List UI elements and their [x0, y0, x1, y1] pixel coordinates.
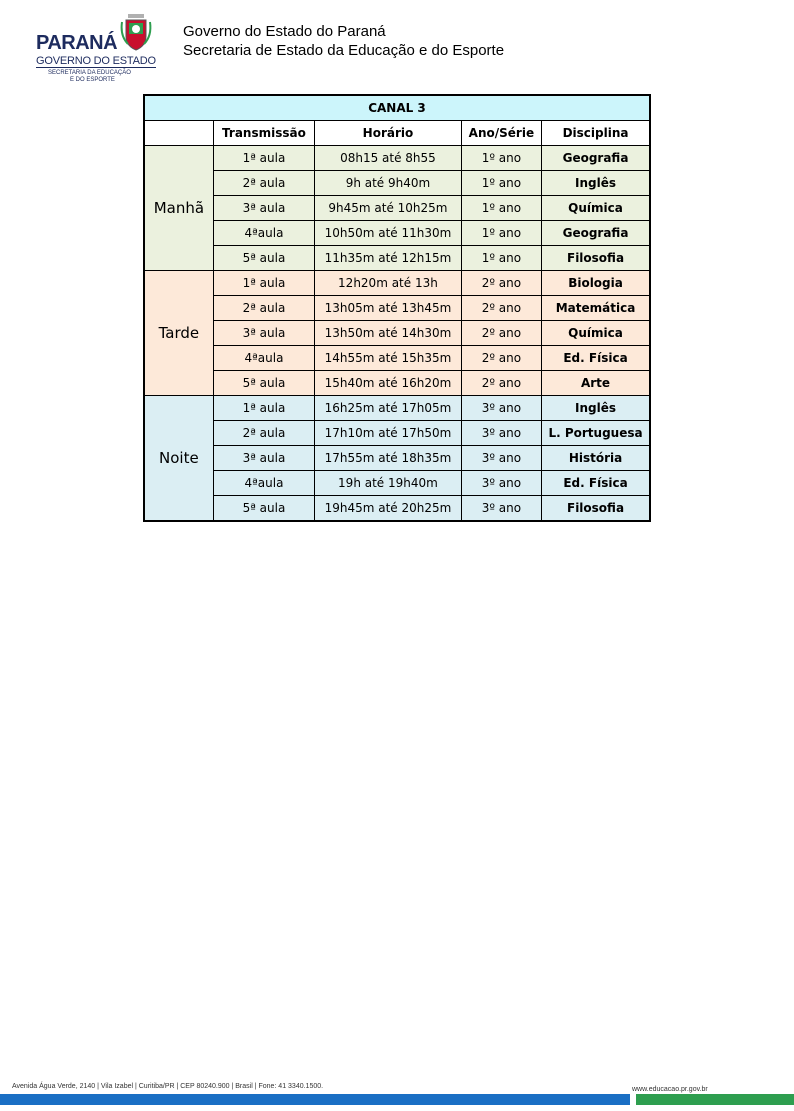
cell-transmission: 2ª aula [213, 421, 314, 446]
cell-grade: 1º ano [461, 246, 541, 271]
logo-secretariat-line-2: E DO ESPORTE [70, 77, 115, 83]
cell-transmission: 3ª aula [213, 446, 314, 471]
table-row [144, 421, 650, 446]
parana-logo [34, 10, 162, 84]
cell-grade: 1º ano [461, 221, 541, 246]
cell-subject: Inglês [542, 171, 650, 196]
cell-grade: 1º ano [461, 171, 541, 196]
table-row [144, 221, 650, 246]
column-header-subject: Disciplina [542, 121, 650, 146]
cell-time: 19h45m até 20h25m [315, 496, 462, 522]
cell-subject: Geografia [542, 146, 650, 171]
column-header-transmission: Transmissão [213, 121, 314, 146]
cell-time: 14h55m até 15h35m [315, 346, 462, 371]
header-row [144, 121, 650, 146]
table-row [144, 321, 650, 346]
cell-transmission: 2ª aula [213, 296, 314, 321]
cell-transmission: 4ªaula [213, 346, 314, 371]
cell-transmission: 1ª aula [213, 271, 314, 296]
cell-subject: História [542, 446, 650, 471]
table-row [144, 396, 650, 421]
footer-url: www.educacao.pr.gov.br [632, 1086, 708, 1093]
cell-time: 17h55m até 18h35m [315, 446, 462, 471]
header-title: Governo do Estado do Paraná [183, 23, 386, 40]
cell-transmission: 5ª aula [213, 371, 314, 396]
cell-time: 17h10m até 17h50m [315, 421, 462, 446]
table-row [144, 171, 650, 196]
table-row [144, 446, 650, 471]
table-row [144, 146, 650, 171]
cell-time: 11h35m até 12h15m [315, 246, 462, 271]
cell-grade: 3º ano [461, 471, 541, 496]
cell-transmission: 4ªaula [213, 221, 314, 246]
footer-address: Avenida Água Verde, 2140 | Vila Izabel | Curitiba/PR | CEP 80240.900 | Brasil | Fone: 41 3340.1500. [12, 1083, 324, 1090]
cell-grade: 1º ano [461, 146, 541, 171]
cell-grade: 2º ano [461, 296, 541, 321]
table-row [144, 471, 650, 496]
cell-transmission: 5ª aula [213, 246, 314, 271]
column-header-time: Horário [315, 121, 462, 146]
cell-transmission: 2ª aula [213, 171, 314, 196]
cell-transmission: 4ªaula [213, 471, 314, 496]
logo-government: GOVERNO DO ESTADO [36, 55, 156, 67]
cell-subject: Química [542, 196, 650, 221]
table-row [144, 371, 650, 396]
cell-grade: 2º ano [461, 321, 541, 346]
cell-time: 12h20m até 13h [315, 271, 462, 296]
cell-subject: Ed. Física [542, 346, 650, 371]
cell-time: 15h40m até 16h20m [315, 371, 462, 396]
cell-grade: 3º ano [461, 446, 541, 471]
cell-time: 10h50m até 11h30m [315, 221, 462, 246]
cell-subject: Geografia [542, 221, 650, 246]
cell-grade: 2º ano [461, 346, 541, 371]
table-row [144, 196, 650, 221]
cell-transmission: 1ª aula [213, 396, 314, 421]
cell-subject: Matemática [542, 296, 650, 321]
channel-row [144, 95, 650, 121]
cell-subject: Química [542, 321, 650, 346]
cell-time: 13h50m até 14h30m [315, 321, 462, 346]
cell-time: 19h até 19h40m [315, 471, 462, 496]
footer-bar-blue [0, 1094, 630, 1105]
cell-grade: 2º ano [461, 271, 541, 296]
cell-grade: 2º ano [461, 371, 541, 396]
cell-time: 13h05m até 13h45m [315, 296, 462, 321]
shift-label: Noite [144, 396, 213, 522]
shift-label: Tarde [144, 271, 213, 396]
cell-subject: Biologia [542, 271, 650, 296]
shift-label: Manhã [144, 146, 213, 271]
cell-transmission: 5ª aula [213, 496, 314, 522]
channel-title: CANAL 3 [144, 95, 650, 121]
footer-bar-green [636, 1094, 794, 1105]
column-header-grade: Ano/Série [461, 121, 541, 146]
footer-bar-cut [620, 1094, 630, 1105]
cell-transmission: 1ª aula [213, 146, 314, 171]
cell-grade: 3º ano [461, 421, 541, 446]
logo-secretariat-line-1: SECRETARIA DA EDUCAÇÃO [48, 70, 131, 76]
table-row [144, 496, 650, 522]
cell-grade: 3º ano [461, 396, 541, 421]
cell-subject: Inglês [542, 396, 650, 421]
table-row [144, 271, 650, 296]
cell-subject: Filosofia [542, 496, 650, 522]
cell-transmission: 3ª aula [213, 321, 314, 346]
header-subtitle: Secretaria de Estado da Educação e do Esporte [183, 42, 505, 59]
coat-of-arms-icon [118, 10, 154, 52]
table-row [144, 246, 650, 271]
table-row [144, 296, 650, 321]
logo-divider [36, 67, 156, 68]
cell-subject: Arte [542, 371, 650, 396]
cell-grade: 3º ano [461, 496, 541, 522]
cell-subject: L. Portuguesa [542, 421, 650, 446]
cell-time: 9h45m até 10h25m [315, 196, 462, 221]
table-row [144, 346, 650, 371]
logo-wordmark: PARANÁ [36, 32, 118, 54]
schedule-table [143, 94, 651, 522]
cell-subject: Filosofia [542, 246, 650, 271]
cell-grade: 1º ano [461, 196, 541, 221]
cell-subject: Ed. Física [542, 471, 650, 496]
cell-time: 9h até 9h40m [315, 171, 462, 196]
cell-time: 16h25m até 17h05m [315, 396, 462, 421]
cell-time: 08h15 até 8h55 [315, 146, 462, 171]
cell-transmission: 3ª aula [213, 196, 314, 221]
column-header-shift [144, 121, 213, 146]
